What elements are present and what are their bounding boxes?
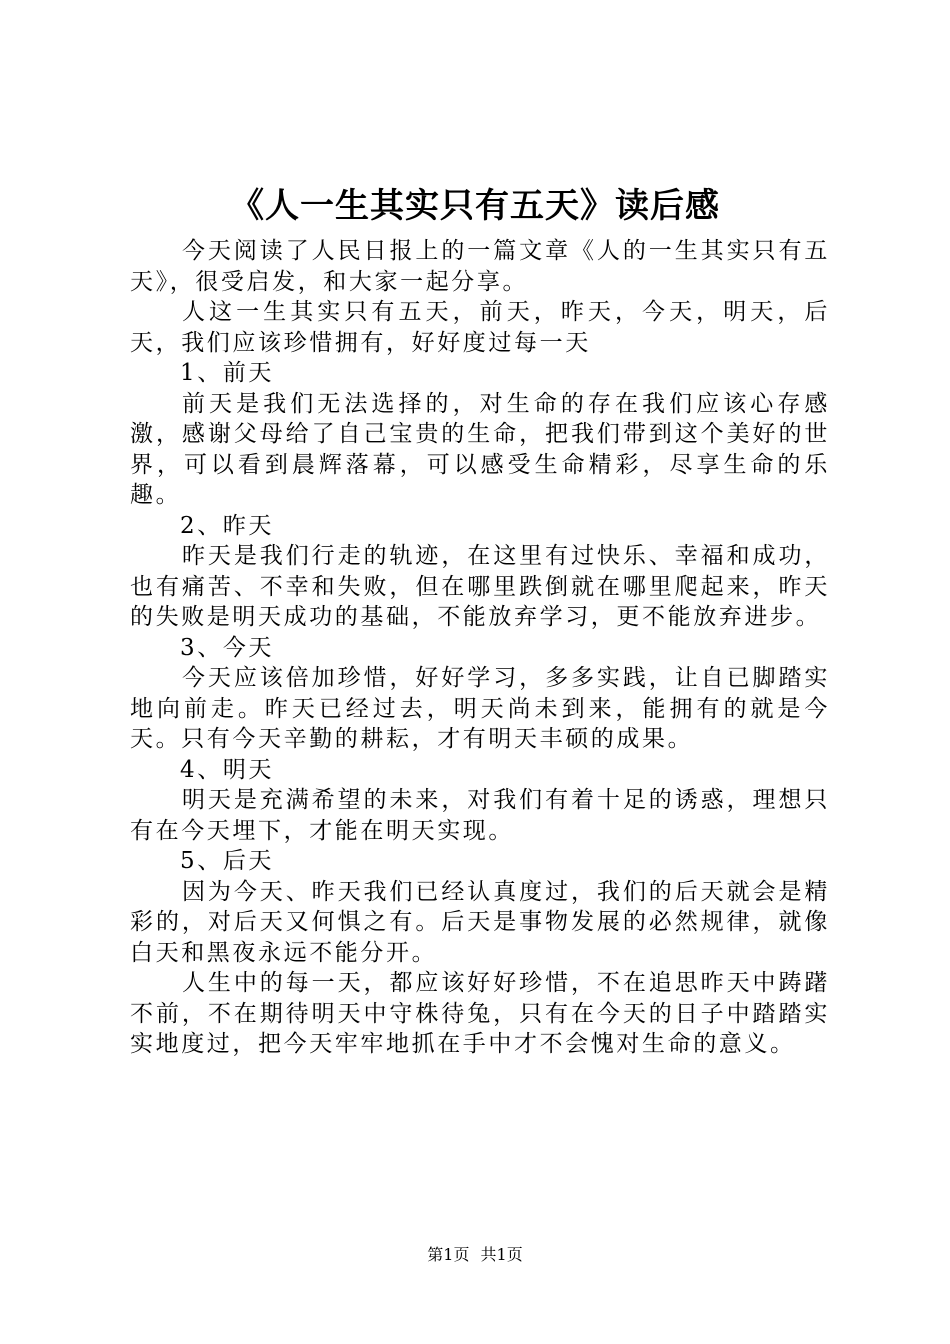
- paragraph-section-5: 因为今天、昨天我们已经认真度过，我们的后天就会是精彩的，对后天又何惧之有。后天是事物发展的必然规律，就像白天和黑夜永远不能分开。: [130, 878, 830, 966]
- paragraph-section-1: 前天是我们无法选择的，对生命的存在我们应该心存感激，感谢父母给了自己宝贵的生命，把我们带到这个美好的世界，可以看到晨辉落幕，可以感受生命精彩，尽享生命的乐趣。: [130, 390, 830, 508]
- paragraph-summary: 人这一生其实只有五天，前天，昨天，今天，明天，后天，我们应该珍惜拥有，好好度过每一天: [130, 299, 830, 356]
- document-body: [130, 236, 830, 1060]
- paragraph-section-2: 昨天是我们行走的轨迹，在这里有过快乐、幸福和成功，也有痛苦、不幸和失败，但在哪里跌倒就在哪里爬起来，昨天的失败是明天成功的基础，不能放弃学习，更不能放弃进步。: [130, 543, 830, 630]
- document-title: 《人一生其实只有五天》读后感: [230, 186, 720, 226]
- section-heading-5: 5、后天: [180, 848, 275, 874]
- paragraph-section-3: 今天应该倍加珍惜，好好学习，多多实践，让自已脚踏实地向前走。昨天已经过去，明天尚未到来，能拥有的就是今天。只有今天辛勤的耕耘，才有明天丰硕的成果。: [130, 665, 830, 752]
- section-heading-4: 4、明天: [180, 756, 275, 783]
- section-heading-1: 1、前天: [180, 360, 275, 386]
- paragraph-section-4: 明天是充满希望的未来，对我们有着十足的诱惑，理想只有在今天埋下，才能在明天实现。: [130, 787, 830, 844]
- paragraph-intro: 今天阅读了人民日报上的一篇文章《人的一生其实只有五天》，很受启发，和大家一起分享。: [130, 238, 830, 295]
- page-total: 共1页: [480, 1245, 523, 1264]
- section-heading-2: 2、昨天: [180, 512, 275, 539]
- paragraph-conclusion: 人生中的每一天，都应该好好珍惜，不在追思昨天中踌躇不前，不在期待明天中守株待兔，只有在今天的日子中踏踏实实地度过，把今天牢牢地抓在手中才不会愧对生命的意义。: [130, 970, 830, 1057]
- page-footer: [0, 1243, 950, 1267]
- section-heading-3: 3、今天: [180, 634, 275, 661]
- page-number: 第1页: [427, 1245, 470, 1264]
